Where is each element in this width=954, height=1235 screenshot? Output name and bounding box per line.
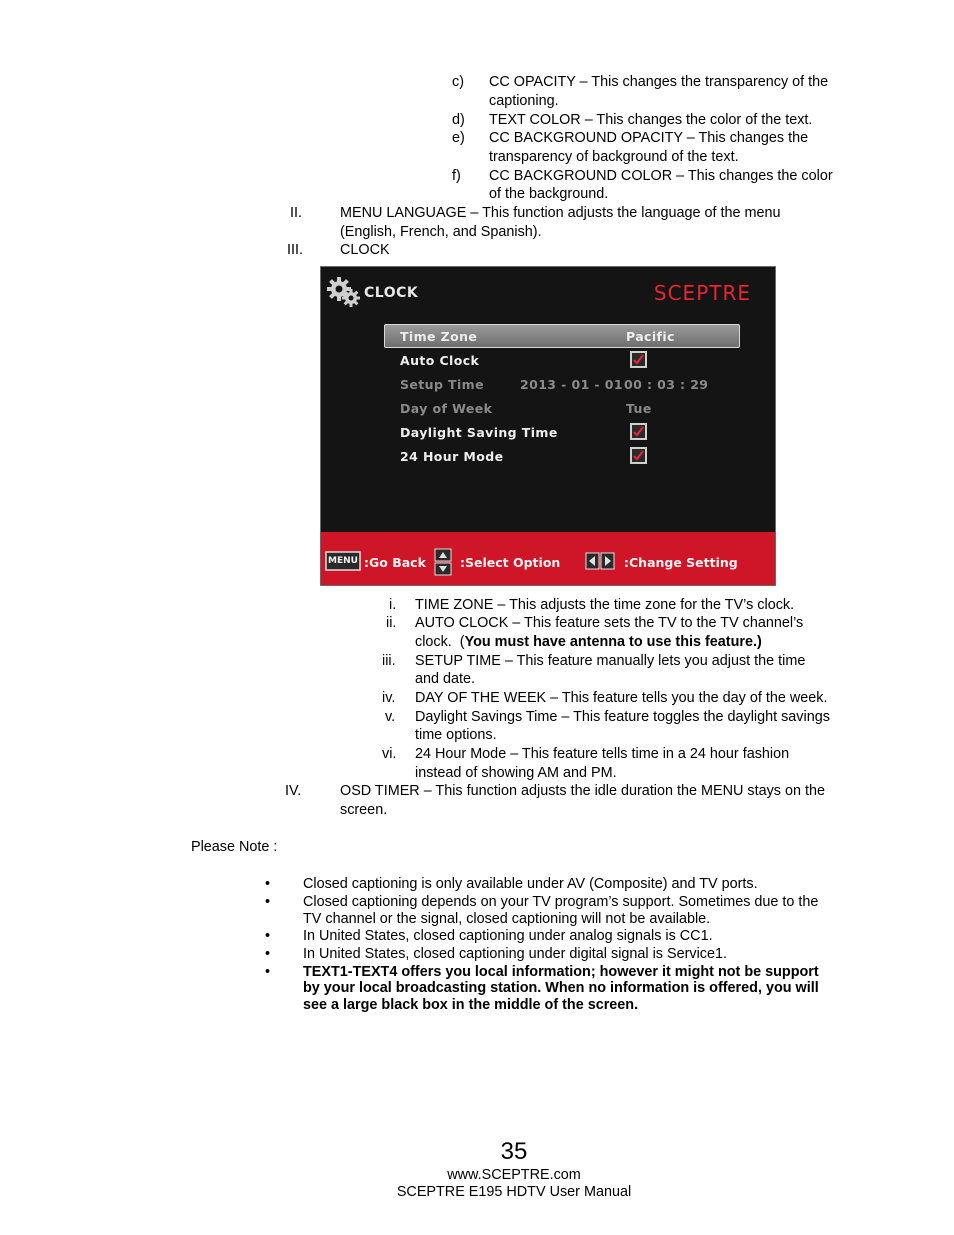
list-text: OSD TIMER – This function adjusts the idle duration the MENU stays on the [340, 783, 825, 799]
daylight-saving-checkbox[interactable] [630, 423, 647, 440]
menu-item-setup-time[interactable]: Setup Time [400, 377, 484, 392]
list-marker: ii. [386, 615, 397, 631]
bullet-icon: • [265, 946, 271, 962]
list-text-line2 [415, 634, 762, 650]
menu-item-day-of-week[interactable]: Day of Week [400, 401, 493, 416]
go-back-hint: :Go Back [364, 555, 426, 570]
osd-footer [321, 532, 776, 586]
list-text: CLOCK [340, 242, 390, 258]
list-text: TIME ZONE – This adjusts the time zone for the TV’s clock. [415, 597, 795, 613]
settings-gear-icon [327, 277, 363, 309]
up-down-arrows-icon [434, 548, 452, 576]
left-right-arrows-icon [585, 552, 615, 570]
list-marker: e) [452, 130, 465, 146]
bullet-text: In United States, closed captioning under digital signal is Service1. [303, 946, 727, 962]
bullet-icon: • [265, 928, 271, 944]
list-text-bold: You must have antenna to use this feature.) [464, 634, 762, 650]
bullet-text: TV channel or the signal, closed captioning will not be available. [303, 911, 711, 927]
bullet-text-bold: by your local broadcasting station. When no information is offered, you will [303, 980, 819, 996]
time-zone-value: Pacific [626, 329, 675, 344]
setup-date-value: 2013 - 01 - 01 [520, 377, 623, 392]
bullet-text-bold: see a large black box in the middle of the screen. [303, 997, 639, 1013]
page-number: 35 [500, 1138, 528, 1165]
list-marker: v. [385, 709, 396, 725]
list-text: and date. [415, 671, 476, 687]
list-marker: III. [287, 242, 303, 258]
list-marker: c) [452, 74, 464, 90]
list-text: CC BACKGROUND OPACITY – This changes the [489, 130, 809, 146]
list-text: AUTO CLOCK – This feature sets the TV to the TV channel’s [415, 615, 804, 631]
list-text: TEXT COLOR – This changes the color of the text. [489, 112, 813, 128]
auto-clock-checkbox[interactable] [630, 351, 647, 368]
list-text: (English, French, and Spanish). [340, 224, 542, 240]
list-text: time options. [415, 727, 497, 743]
bullet-icon: • [265, 964, 271, 980]
footer-website: www.SCEPTRE.com [447, 1167, 581, 1183]
bullet-text: Closed captioning is only available under AV (Composite) and TV ports. [303, 876, 758, 892]
bullet-icon: • [265, 894, 271, 910]
list-text: captioning. [489, 93, 559, 109]
list-text: CC OPACITY – This changes the transparency of the [489, 74, 829, 90]
list-text: CC BACKGROUND COLOR – This changes the color [489, 168, 833, 184]
list-marker: iv. [382, 690, 396, 706]
list-text: of the background. [489, 186, 609, 202]
list-marker: d) [452, 112, 465, 128]
brand-logo: SCEPTRE [653, 281, 751, 305]
list-marker: IV. [285, 783, 302, 799]
bullet-text: In United States, closed captioning under analog signals is CC1. [303, 928, 713, 944]
footer-manual-title: SCEPTRE E195 HDTV User Manual [396, 1184, 632, 1200]
osd-title: CLOCK [364, 285, 419, 301]
select-option-hint: :Select Option [460, 555, 561, 570]
list-text: SETUP TIME – This feature manually lets you adjust the time [415, 653, 806, 669]
list-marker: i. [389, 597, 397, 613]
clock-menu-screenshot [320, 266, 776, 586]
menu-item-auto-clock[interactable]: Auto Clock [400, 353, 480, 368]
menu-item-24-hour-mode[interactable]: 24 Hour Mode [400, 449, 504, 464]
menu-key-label: MENU [328, 556, 358, 566]
24-hour-mode-checkbox[interactable] [630, 447, 647, 464]
list-text: MENU LANGUAGE – This function adjusts the language of the menu [340, 205, 781, 221]
checkmark-icon [632, 449, 645, 462]
list-text: Daylight Savings Time – This feature toggles the daylight savings [415, 709, 830, 725]
change-setting-hint: :Change Setting [624, 555, 738, 570]
list-marker: f) [452, 168, 461, 184]
menu-item-daylight-saving[interactable]: Daylight Saving Time [400, 425, 558, 440]
list-text: screen. [340, 802, 388, 818]
list-marker: II. [290, 205, 302, 221]
list-text-plain: clock. ( [415, 634, 465, 650]
list-text: 24 Hour Mode – This feature tells time in a 24 hour fashion [415, 746, 790, 762]
list-text: DAY OF THE WEEK – This feature tells you the day of the week. [415, 690, 828, 706]
please-note-heading: Please Note : [191, 839, 278, 855]
setup-time-value: 00 : 03 : 29 [624, 377, 709, 392]
menu-item-time-zone[interactable]: Time Zone [400, 329, 478, 344]
bullet-text-bold: TEXT1-TEXT4 offers you local information; however it might not be support [303, 964, 819, 980]
list-marker: iii. [382, 653, 396, 669]
list-text: transparency of background of the text. [489, 149, 739, 165]
day-of-week-value: Tue [626, 401, 652, 416]
list-marker: vi. [382, 746, 397, 762]
checkmark-icon [632, 425, 645, 438]
bullet-icon: • [265, 876, 271, 892]
checkmark-icon [632, 353, 645, 366]
list-text: instead of showing AM and PM. [415, 765, 617, 781]
bullet-text: Closed captioning depends on your TV program’s support. Sometimes due to the [303, 894, 819, 910]
